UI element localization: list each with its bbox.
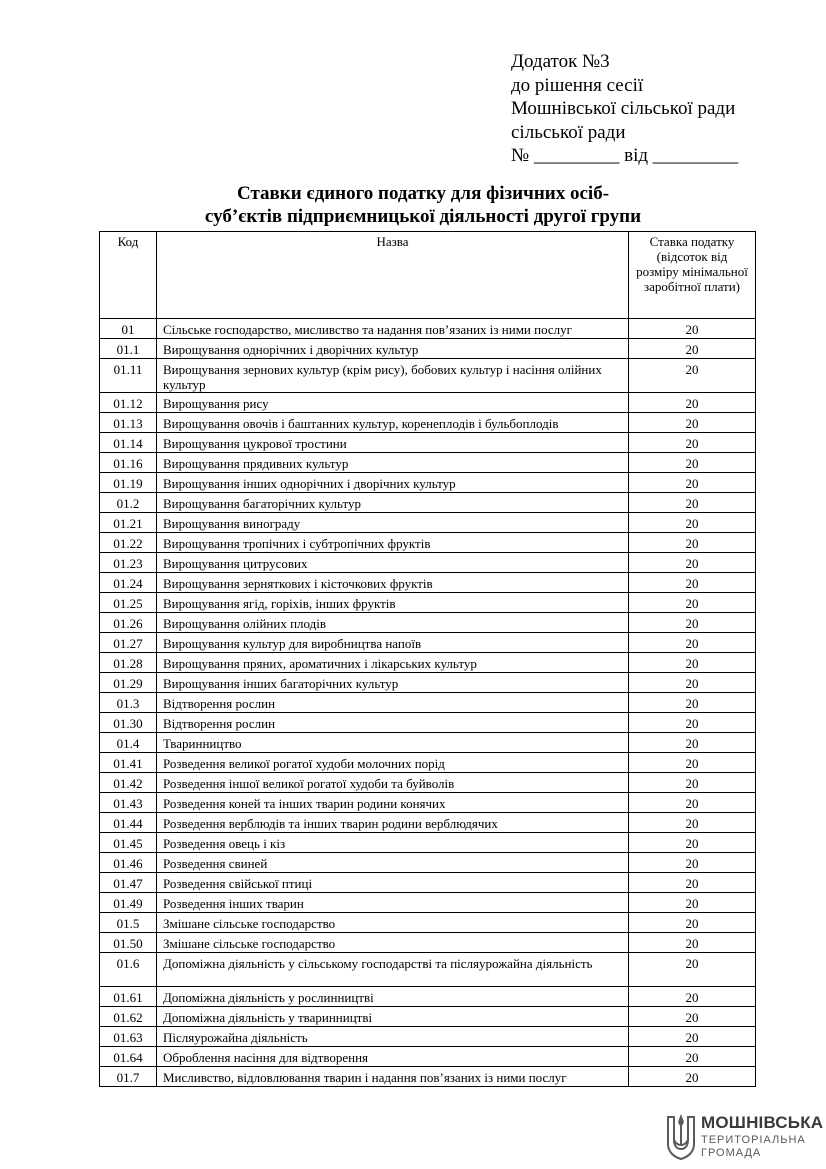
community-logo: [666, 1112, 824, 1164]
cell-name: Вирощування ягід, горіхів, інших фруктів: [157, 593, 629, 613]
table-row: [100, 513, 756, 533]
cell-rate: 20: [629, 693, 756, 713]
cell-rate: 20: [629, 773, 756, 793]
cell-rate: 20: [629, 913, 756, 933]
cell-rate: 20: [629, 853, 756, 873]
cell-rate: 20: [629, 553, 756, 573]
cell-name: Вирощування прядивних культур: [157, 453, 629, 473]
table-row: [100, 573, 756, 593]
cell-name: Вирощування олійних плодів: [157, 613, 629, 633]
cell-code: 01.3: [100, 693, 157, 713]
cell-code: 01.46: [100, 853, 157, 873]
cell-name: Змішане сільське господарство: [157, 933, 629, 953]
logo-line-2: ТЕРИТОРІАЛЬНА: [701, 1134, 806, 1146]
cell-code: 01.19: [100, 473, 157, 493]
cell-name: Вирощування рису: [157, 393, 629, 413]
cell-rate: 20: [629, 753, 756, 773]
cell-name: Вирощування цукрової тростини: [157, 433, 629, 453]
cell-code: 01.26: [100, 613, 157, 633]
cell-code: 01.16: [100, 453, 157, 473]
table-row: [100, 833, 756, 853]
cell-rate: 20: [629, 359, 756, 393]
table-row: [100, 1067, 756, 1087]
cell-code: 01.6: [100, 953, 157, 987]
cell-rate: 20: [629, 633, 756, 653]
cell-rate: 20: [629, 613, 756, 633]
cell-name: Оброблення насіння для відтворення: [157, 1047, 629, 1067]
cell-rate: 20: [629, 493, 756, 513]
cell-code: 01.41: [100, 753, 157, 773]
title-line-1: Ставки єдиного податку для фізичних осіб-: [236, 183, 610, 204]
table-row: [100, 319, 756, 339]
table-row: [100, 553, 756, 573]
cell-rate: 20: [629, 653, 756, 673]
table-row: [100, 953, 756, 987]
cell-name: Розведення великої рогатої худоби молочних порід: [157, 753, 629, 773]
cell-rate: 20: [629, 473, 756, 493]
document-title: [0, 182, 826, 228]
cell-code: 01.28: [100, 653, 157, 673]
cell-code: 01.50: [100, 933, 157, 953]
table-row: [100, 359, 756, 393]
cell-name: Мисливство, відловлювання тварин і надання пов’язаних із ними послуг: [157, 1067, 629, 1087]
table-row: [100, 393, 756, 413]
cell-name: Післяурожайна діяльність: [157, 1027, 629, 1047]
table-row: [100, 433, 756, 453]
cell-rate: 20: [629, 393, 756, 413]
cell-code: 01.13: [100, 413, 157, 433]
cell-code: 01.7: [100, 1067, 157, 1087]
cell-code: 01.5: [100, 913, 157, 933]
header-name: Назва: [157, 232, 629, 319]
table-row: [100, 873, 756, 893]
cell-rate: 20: [629, 733, 756, 753]
cell-name: Змішане сільське господарство: [157, 913, 629, 933]
cell-code: 01.25: [100, 593, 157, 613]
cell-rate: 20: [629, 933, 756, 953]
cell-name: Розведення іншої великої рогатої худоби та буйволів: [157, 773, 629, 793]
table-row: [100, 613, 756, 633]
cell-rate: 20: [629, 793, 756, 813]
cell-code: 01.14: [100, 433, 157, 453]
cell-name: Розведення свиней: [157, 853, 629, 873]
table-row: [100, 593, 756, 613]
cell-rate: 20: [629, 319, 756, 339]
table-row: [100, 453, 756, 473]
table-row: [100, 413, 756, 433]
table-row: [100, 473, 756, 493]
cell-rate: 20: [629, 413, 756, 433]
cell-code: 01.62: [100, 1007, 157, 1027]
cell-code: 01.61: [100, 987, 157, 1007]
cell-name: Розведення овець і кіз: [157, 833, 629, 853]
logo-line-1: МОШНІВСЬКА: [701, 1113, 824, 1132]
cell-rate: 20: [629, 1047, 756, 1067]
cell-rate: 20: [629, 873, 756, 893]
cell-name: Сільське господарство, мисливство та надання пов’язаних із ними послуг: [157, 319, 629, 339]
table-row: [100, 933, 756, 953]
cell-rate: 20: [629, 1007, 756, 1027]
cell-name: Вирощування однорічних і дворічних культур: [157, 339, 629, 359]
cell-rate: 20: [629, 573, 756, 593]
cell-code: 01.1: [100, 339, 157, 359]
cell-code: 01.27: [100, 633, 157, 653]
cell-code: 01.4: [100, 733, 157, 753]
cell-rate: 20: [629, 987, 756, 1007]
table-row: [100, 653, 756, 673]
cell-rate: 20: [629, 593, 756, 613]
cell-rate: 20: [629, 893, 756, 913]
table-row: [100, 713, 756, 733]
addendum-block: [511, 50, 738, 168]
cell-code: 01.43: [100, 793, 157, 813]
table-row: [100, 673, 756, 693]
table-row: [100, 773, 756, 793]
cell-rate: 20: [629, 813, 756, 833]
addendum-number: Додаток №3: [511, 51, 610, 72]
cell-code: 01.44: [100, 813, 157, 833]
table-row: [100, 493, 756, 513]
cell-name: Вирощування зерняткових і кісточкових фруктів: [157, 573, 629, 593]
cell-rate: 20: [629, 433, 756, 453]
table-header-row: [100, 232, 756, 319]
addendum-council-2: сільської ради: [511, 121, 626, 143]
table-row: [100, 893, 756, 913]
cell-rate: 20: [629, 673, 756, 693]
cell-code: 01.49: [100, 893, 157, 913]
table-row: [100, 913, 756, 933]
table-row: [100, 853, 756, 873]
table-row: [100, 733, 756, 753]
cell-code: 01.45: [100, 833, 157, 853]
cell-code: 01.22: [100, 533, 157, 553]
table-row: [100, 1047, 756, 1067]
cell-rate: 20: [629, 533, 756, 553]
cell-name: Допоміжна діяльність у сільському господарстві та післяурожайна діяльність: [157, 953, 629, 987]
header-rate: Ставка податку (відсоток від розміру мінімальної заробітної плати): [629, 232, 756, 319]
cell-name: Вирощування тропічних і субтропічних фруктів: [157, 533, 629, 553]
cell-name: Тваринництво: [157, 733, 629, 753]
trident-emblem-icon: [666, 1114, 696, 1160]
table-body: [100, 319, 756, 1087]
table-row: [100, 693, 756, 713]
table-row: [100, 339, 756, 359]
title-line-2: суб’єктів підприємницької діяльності другої групи: [204, 206, 642, 227]
table-row: [100, 633, 756, 653]
table-row: [100, 1027, 756, 1047]
addendum-decision: до рішення сесії: [511, 74, 644, 96]
cell-code: 01.23: [100, 553, 157, 573]
cell-code: 01.21: [100, 513, 157, 533]
cell-name: Вирощування цитрусових: [157, 553, 629, 573]
cell-name: Допоміжна діяльність у рослинництві: [157, 987, 629, 1007]
table-row: [100, 813, 756, 833]
cell-name: Вирощування овочів і баштанних культур, коренеплодів і бульбоплодів: [157, 413, 629, 433]
cell-name: Вирощування інших однорічних і дворічних культур: [157, 473, 629, 493]
table-row: [100, 987, 756, 1007]
table-row: [100, 1007, 756, 1027]
table-row: [100, 793, 756, 813]
cell-code: 01.42: [100, 773, 157, 793]
cell-code: 01.24: [100, 573, 157, 593]
cell-name: Відтворення рослин: [157, 713, 629, 733]
cell-rate: 20: [629, 953, 756, 987]
cell-name: Вирощування інших багаторічних культур: [157, 673, 629, 693]
cell-rate: 20: [629, 833, 756, 853]
cell-code: 01.2: [100, 493, 157, 513]
cell-rate: 20: [629, 1027, 756, 1047]
cell-code: 01.47: [100, 873, 157, 893]
cell-code: 01.29: [100, 673, 157, 693]
cell-code: 01: [100, 319, 157, 339]
cell-code: 01.12: [100, 393, 157, 413]
cell-code: 01.64: [100, 1047, 157, 1067]
cell-rate: 20: [629, 513, 756, 533]
cell-name: Вирощування багаторічних культур: [157, 493, 629, 513]
cell-name: Розведення верблюдів та інших тварин родини верблюдячих: [157, 813, 629, 833]
addendum-council: Мошнівської сільської ради: [511, 98, 736, 119]
cell-name: Розведення свійської птиці: [157, 873, 629, 893]
cell-name: Відтворення рослин: [157, 693, 629, 713]
cell-name: Вирощування пряних, ароматичних і лікарських культур: [157, 653, 629, 673]
cell-code: 01.11: [100, 359, 157, 393]
cell-name: Допоміжна діяльність у тваринництві: [157, 1007, 629, 1027]
table-row: [100, 533, 756, 553]
table-row: [100, 753, 756, 773]
cell-code: 01.30: [100, 713, 157, 733]
cell-name: Розведення коней та інших тварин родини конячих: [157, 793, 629, 813]
cell-rate: 20: [629, 339, 756, 359]
tax-rates-table: [99, 231, 756, 1087]
header-code: Код: [100, 232, 157, 319]
cell-code: 01.63: [100, 1027, 157, 1047]
cell-name: Розведення інших тварин: [157, 893, 629, 913]
cell-name: Вирощування зернових культур (крім рису), бобових культур і насіння олійних культур: [157, 359, 629, 393]
cell-name: Вирощування культур для виробництва напоїв: [157, 633, 629, 653]
cell-rate: 20: [629, 713, 756, 733]
addendum-reference: № _________ від _________: [511, 145, 739, 166]
cell-rate: 20: [629, 1067, 756, 1087]
cell-name: Вирощування винограду: [157, 513, 629, 533]
logo-line-3: ГРОМАДА: [701, 1147, 762, 1159]
cell-rate: 20: [629, 453, 756, 473]
